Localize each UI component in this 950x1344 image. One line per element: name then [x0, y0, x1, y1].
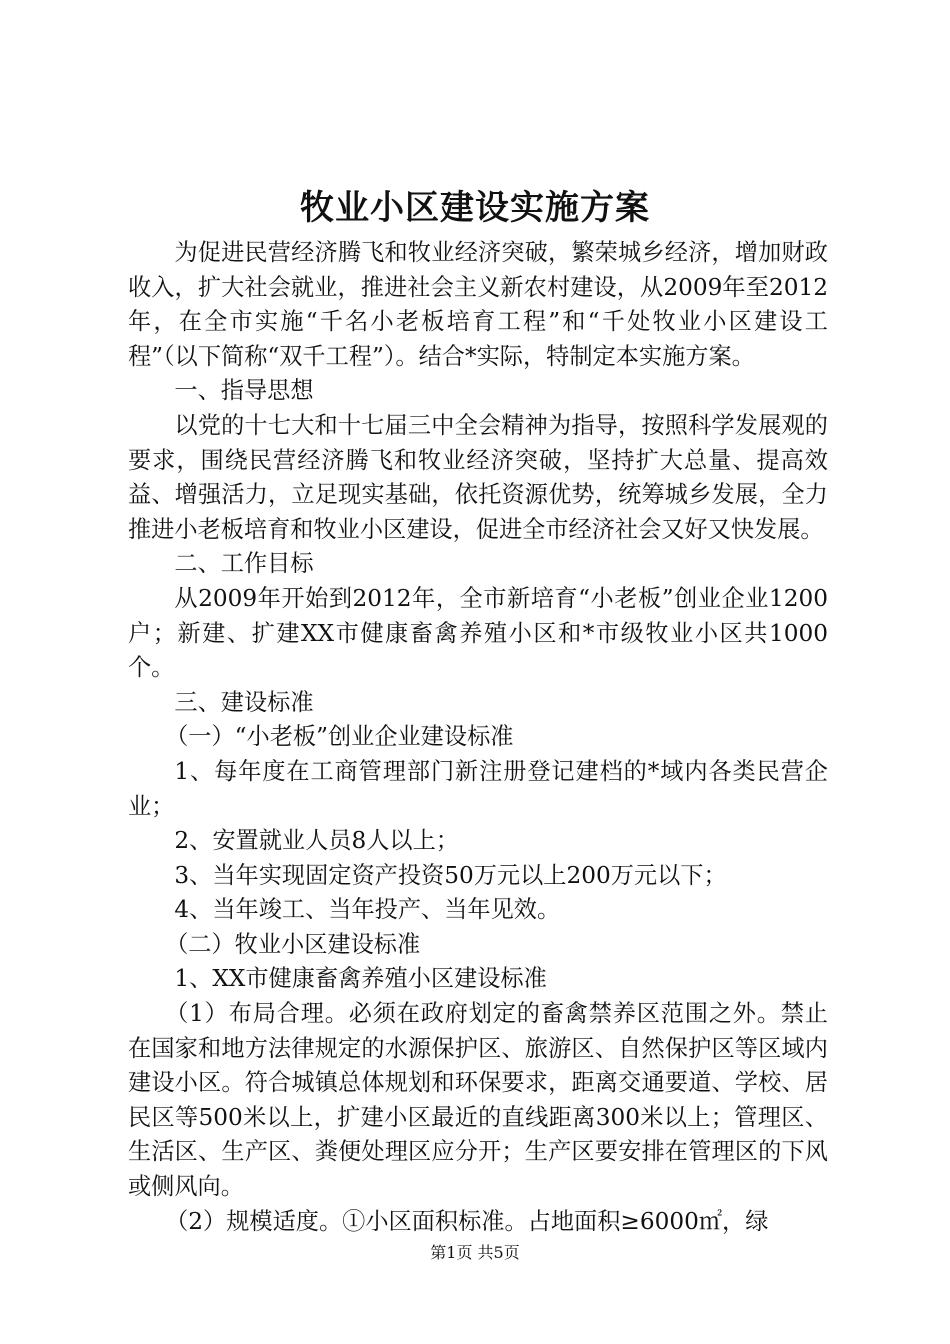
list-item: 4、当年竣工、当年投产、当年见效。 — [174, 896, 561, 924]
heading-guiding-ideology: 一、指导思想 — [174, 377, 314, 405]
heading-construction-standards: 三、建设标准 — [174, 688, 314, 716]
page-footer: 第1页 共5页 — [430, 1243, 520, 1262]
paragraph-guiding-ideology: 以党的十七大和十七届三中全会精神为指导，按照科学发展观的要求，围绕民营经济腾飞和牧业经济突破，坚持扩大总量、提高效益、增强活力，立足现实基础，依托资源优势，统筹城乡发展，全力推进小老板培育和牧业小区建设，促进全市经济社会又好又快发展。 — [128, 411, 828, 543]
paragraph-scale-appropriate: （2）规模适度。①小区面积标准。占地面积≥6000㎡，绿 — [165, 1207, 769, 1235]
list-item: 2、安置就业人员8人以上； — [174, 827, 459, 855]
list-item: 3、当年实现固定资产投资50万元以上200万元以下； — [174, 861, 727, 889]
document-title: 牧业小区建设实施方案 — [300, 188, 650, 228]
paragraph-layout-reasonable: （1）布局合理。必须在政府划定的畜禽禁养区范围之外。禁止在国家和地方法律规定的水源保护区、旅游区、自然保护区等区域内建设小区。符合城镇总体规划和环保要求，距离交通要道、学校、居民区等500米以上，扩建小区最近的直线距离300米以上；管理区、生活区、生产区、粪便处理区应分开；生产区要安排在管理区的下风或侧风向。 — [128, 1000, 828, 1201]
subheading-pasture-standards: （二）牧业小区建设标准 — [165, 930, 421, 958]
subheading-healthy-livestock-standards: 1、XX市健康畜禽养殖小区建设标准 — [174, 965, 547, 993]
paragraph-intro: 为促进民营经济腾飞和牧业经济突破，繁荣城乡经济，增加财政收入，扩大社会就业，推进社会主义新农村建设，从2009年至2012年，在全市实施“千名小老板培育工程”和“千处牧业小区建设工程”（以下简称“双千工程”）。结合*实际，特制定本实施方案。 — [128, 239, 828, 370]
list-item: 1、每年度在工商管理部门新注册登记建档的*域内各类民营企业； — [128, 757, 828, 820]
heading-work-goals: 二、工作目标 — [174, 550, 314, 578]
subheading-small-boss-standards: （一）“小老板”创业企业建设标准 — [165, 723, 514, 751]
document-body — [128, 236, 828, 1239]
paragraph-work-goals: 从2009年开始到2012年，全市新培育“小老板”创业企业1200户；新建、扩建XX市健康畜禽养殖小区和*市级牧业小区共1000个。 — [128, 584, 828, 682]
